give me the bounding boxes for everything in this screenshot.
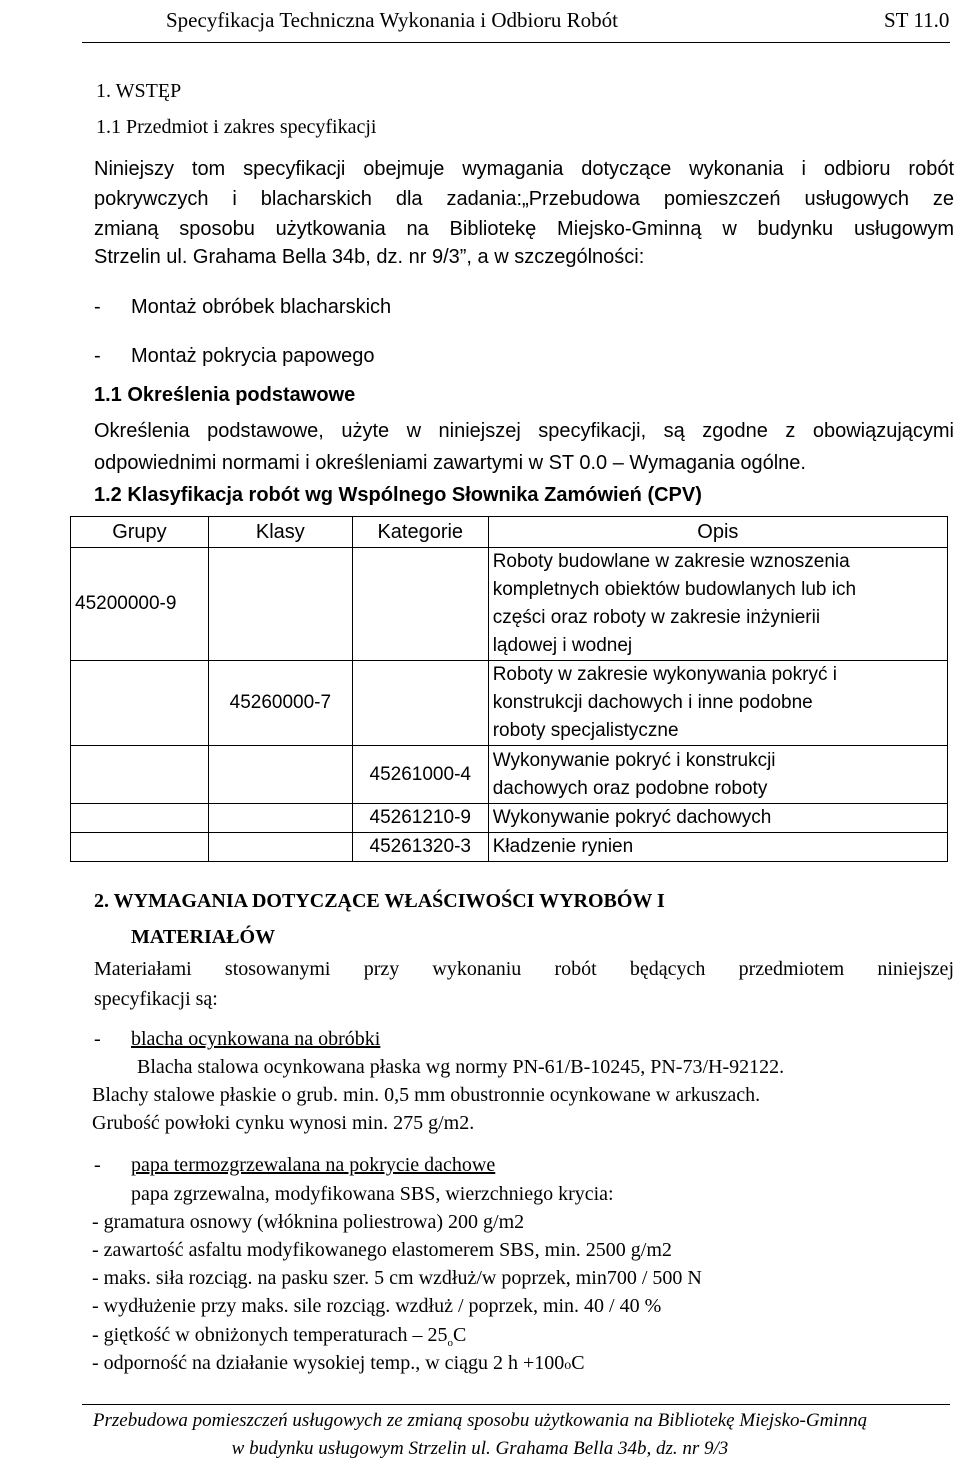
cpv-class-code <box>208 804 352 833</box>
cpv-group-code <box>71 661 209 746</box>
description-line: Roboty w zakresie wykonywania pokryć i <box>492 664 837 685</box>
cpv-category-code <box>352 661 488 746</box>
section-heading-intro: 1. WSTĘP <box>96 80 182 102</box>
cpv-group-code <box>71 833 209 862</box>
cpv-category-code <box>352 548 488 661</box>
scope-line-last: Strzelin ul. Grahama Bella 34b, dz. nr 9/3”, a w szczególności: <box>94 246 645 268</box>
material-spec-line <box>92 1352 585 1375</box>
document-code: ST 11.0 <box>884 8 950 32</box>
cpv-category-code: 45261210-9 <box>352 804 488 833</box>
material-item-title: blacha ocynkowana na obróbki <box>131 1028 381 1050</box>
bullet-dash: - <box>94 1154 101 1176</box>
scope-line: Niniejszy tom specyfikacji obejmuje wymagania dotyczące wykonania i odbioru robót <box>94 158 954 180</box>
footer-line: w budynku usługowym Strzelin ul. Grahama Bella 34b, dz. nr 9/3 <box>231 1438 729 1459</box>
footer-rule <box>82 1404 950 1405</box>
section-heading-materials: 2. WYMAGANIA DOTYCZĄCE WŁAŚCIWOŚCI WYROBÓW I <box>94 890 665 912</box>
unit: C <box>452 1324 467 1346</box>
subsection-heading-scope: 1.1 Przedmiot i zakres specyfikacji <box>96 116 377 138</box>
description-line: Wykonywanie pokryć i konstrukcji <box>492 749 776 771</box>
bullet-item: Montaż pokrycia papowego <box>131 345 375 367</box>
definitions-line: Określenia podstawowe, użyte w niniejszej specyfikacji, są zgodne z obowiązującymi <box>94 420 954 442</box>
column-header: Grupy <box>71 517 209 548</box>
table-row <box>71 804 948 833</box>
table-row <box>71 833 948 862</box>
column-header: Klasy <box>208 517 352 548</box>
cpv-description <box>488 548 947 661</box>
cpv-description <box>488 661 947 746</box>
materials-intro-line-last: specyfikacji są: <box>94 988 218 1010</box>
bullet-dash: - <box>94 345 101 367</box>
description-line: lądowej i wodnej <box>492 635 633 656</box>
cpv-group-code <box>71 746 209 804</box>
cpv-category-code: 45261320-3 <box>352 833 488 862</box>
table-row <box>71 548 948 661</box>
description-line: dachowych oraz podobne roboty <box>492 777 768 799</box>
table-row <box>71 661 948 746</box>
material-spec-line: - gramatura osnowy (włóknina poliestrowa) 200 g/m2 <box>92 1211 525 1233</box>
description-line: kompletnych obiektów budowlanych lub ich <box>492 579 857 600</box>
description-line: Roboty budowlane w zakresie wznoszenia <box>492 551 850 572</box>
footer-line: Przebudowa pomieszczeń usługowych ze zmianą sposobu użytkowania na Bibliotekę Miejsko-Gminną <box>92 1410 868 1431</box>
cpv-description: Kładzenie rynien <box>488 833 947 862</box>
material-spec-line <box>92 1324 466 1349</box>
cpv-class-code <box>208 548 352 661</box>
bullet-item: Montaż obróbek blacharskich <box>131 296 392 318</box>
cpv-description: Wykonywanie pokryć dachowych <box>488 804 947 833</box>
cpv-class-code <box>208 746 352 804</box>
column-header: Kategorie <box>352 517 488 548</box>
subsection-heading-definitions: 1.1 Określenia podstawowe <box>94 384 356 406</box>
cpv-class-code <box>208 833 352 862</box>
bullet-dash: - <box>94 1028 101 1050</box>
material-item-line: Grubość powłoki cynku wynosi min. 275 g/m2. <box>92 1112 475 1134</box>
description-line: roboty specjalistyczne <box>492 720 679 741</box>
scope-line: pokrywczych i blacharskich dla zadania:„Przebudowa pomieszczeń usługowych ze <box>94 188 954 210</box>
cpv-group-code: 45200000-9 <box>71 548 209 661</box>
bullet-dash: - <box>94 296 101 318</box>
cpv-class-code: 45260000-7 <box>208 661 352 746</box>
description-line: konstrukcji dachowych i inne podobne <box>492 692 813 713</box>
material-item-line: Blacha stalowa ocynkowana płaska wg normy PN-61/B-10245, PN-73/H-92122. <box>137 1056 785 1078</box>
table-row <box>71 746 948 804</box>
cpv-group-code <box>71 804 209 833</box>
material-spec-line: - wydłużenie przy maks. sile rozciąg. wzdłuż / poprzek, min. 40 / 40 % <box>92 1295 662 1317</box>
material-item-title: papa termozgrzewalana na pokrycie dachowe <box>131 1154 496 1176</box>
cpv-category-code: 45261000-4 <box>352 746 488 804</box>
degree-mark: o <box>564 1358 572 1373</box>
material-item-intro: papa zgrzewalna, modyfikowana SBS, wierzchniego krycia: <box>131 1183 614 1205</box>
document-title: Specyfikacja Techniczna Wykonania i Odbioru Robót <box>166 8 618 32</box>
header-rule <box>82 42 950 43</box>
section-heading-materials-cont: MATERIAŁÓW <box>131 926 276 948</box>
spec-text: - giętkość w obniżonych temperaturach – 25 <box>92 1324 448 1346</box>
material-spec-line: - maks. siła rozciąg. na pasku szer. 5 cm wzdłuż/w poprzek, min700 / 500 N <box>92 1267 702 1289</box>
cpv-table <box>70 516 948 862</box>
definitions-line-last: odpowiednimi normami i określeniami zawartymi w ST 0.0 – Wymagania ogólne. <box>94 452 806 474</box>
scope-line: zmianą sposobu użytkowania na Bibliotekę Miejsko-Gminną w budynku usługowym <box>94 218 954 240</box>
column-header: Opis <box>488 517 947 548</box>
materials-intro-line: Materiałami stosowanymi przy wykonaniu robót będących przedmiotem niniejszej <box>94 958 954 980</box>
material-spec-line: - zawartość asfaltu modyfikowanego elastomerem SBS, min. 2500 g/m2 <box>92 1239 672 1261</box>
cpv-description <box>488 746 947 804</box>
description-line: części oraz roboty w zakresie inżynierii <box>492 607 821 628</box>
material-item-line: Blachy stalowe płaskie o grub. min. 0,5 mm obustronnie ocynkowane w arkuszach. <box>92 1084 761 1106</box>
scope-paragraph <box>94 154 954 244</box>
degree-mark: o <box>447 1337 453 1349</box>
spec-text: - odporność na działanie wysokiej temp., w ciągu 2 h +100 <box>92 1352 565 1374</box>
unit: C <box>571 1352 585 1374</box>
subsection-heading-cpv: 1.2 Klasyfikacja robót wg Wspólnego Słownika Zamówień (CPV) <box>94 484 702 506</box>
table-header-row <box>71 517 948 548</box>
